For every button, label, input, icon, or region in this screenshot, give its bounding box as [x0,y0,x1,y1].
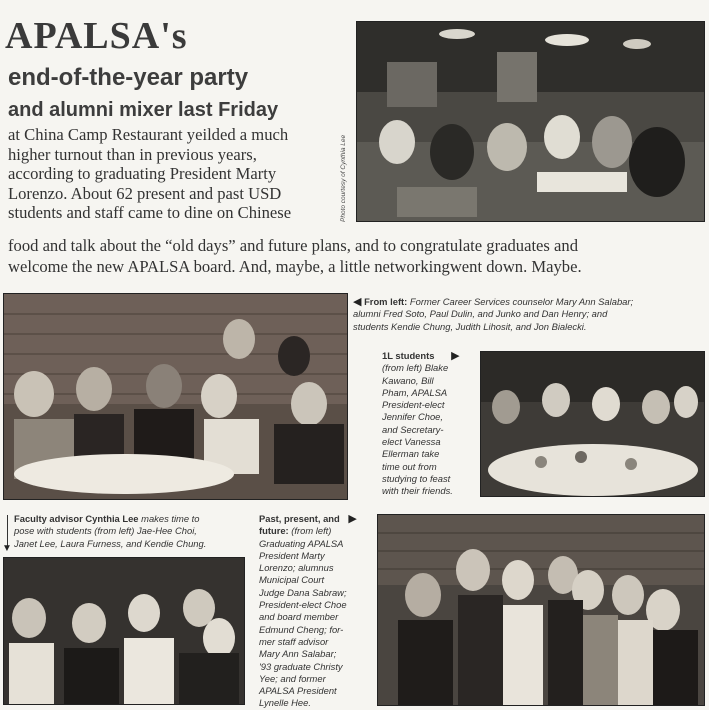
caption-line: Lorenzo; alumnus [259,562,334,574]
body-line: at China Camp Restaurant yeilded a much [8,125,289,144]
caption-line: and board member [259,611,339,623]
left-arrow-icon: ◀ [353,296,362,308]
caption-line: Jennifer Choe, [382,411,443,423]
caption-lead: future: [259,525,289,537]
body-line: Lorenzo. About 62 present and past USD [8,183,282,203]
caption-line: '93 graduate Christy [259,660,343,672]
past-present-future-photo [377,514,705,706]
caption-line: studying to feast [382,472,451,484]
caption-line: Municipal Court [259,574,325,586]
down-arrow-icon: ▼ [2,543,12,554]
caption-line: and Secretary- [382,423,444,435]
body-line-full-2: welcome the new APALSA board. And, maybe, a little networkingwent down. Maybe. [8,257,582,276]
caption-lead: Past, present, and [259,513,340,524]
caption-line: Judge Dana Sabraw; [259,586,347,598]
body-line: students and staff came to dine on Chinese [8,203,292,222]
caption-line: Yee; and former [259,672,326,684]
caption-line: Mary Ann Salabar; [259,648,337,660]
subhead-mixer: and alumni mixer last Friday [8,99,279,121]
caption-line: Graduating APALSA [259,537,344,549]
caption-line: APALSA President [259,685,337,697]
caption-line: President-elect [382,399,445,411]
caption-lead: From left: [364,296,408,307]
caption-lead: Faculty advisor Cynthia Lee [14,513,139,524]
caption-faculty [14,513,249,550]
caption-text: alumni Fred Soto, Paul Dulin, and Junko and Dan Henry; and [353,308,608,320]
caption-line: President Marty [259,549,325,561]
caption-text: (from left) [291,525,332,537]
caption-text: Janet Lee, Laura Furness, and Kendie Chung. [14,537,207,549]
party-photo [356,21,705,222]
headline: APALSA's [5,15,188,57]
caption-line: Lynelle Hee. [259,697,311,709]
caption-1l-students [382,350,474,498]
caption-text: Former Career Services counselor Mary Ann Salabar; [409,296,634,307]
caption-text: pose with students (from left) Jae-Hee Choi, [14,525,197,537]
caption-line: time out from [382,460,437,472]
first-year-students-photo [480,351,705,497]
subhead-party: end-of-the-year party [8,64,249,91]
right-arrow-icon: ▶ [451,350,460,362]
body-line: according to graduating President Marty [8,164,277,183]
caption-text: makes time to [141,513,200,524]
body-line-full-1: food and talk about the “old days” and future plans, and to congratulate graduates and [8,236,578,255]
caption-line: with their friends. [382,485,453,497]
caption-line: (from left) Blake [382,362,449,374]
caption-text: students Kendie Chung, Judith Lihosit, and Jon Bialecki. [353,320,587,332]
alumni-group-photo [3,293,348,500]
body-line: higher turnout than in previous years, [8,144,257,164]
caption-line: mer staff advisor [259,635,329,647]
caption-line: Edmund Cheng; for- [259,623,344,635]
caption-from-left [353,296,708,333]
photo-credit: Photo courtesy of Cynthia Lee [340,134,347,222]
caption-line: President-elect Choe [259,599,347,611]
caption-line: Kawano, Bill [382,374,434,386]
caption-past-present [259,513,374,710]
article-body-narrow [8,125,348,223]
caption-lead: 1L students [382,350,435,361]
caption-line: Ellerman take [382,448,440,460]
caption-line: elect Vanessa [382,436,441,448]
faculty-advisor-photo [3,557,245,705]
caption-line: Pham, APALSA [382,386,448,398]
right-arrow-icon: ▶ [348,513,357,525]
